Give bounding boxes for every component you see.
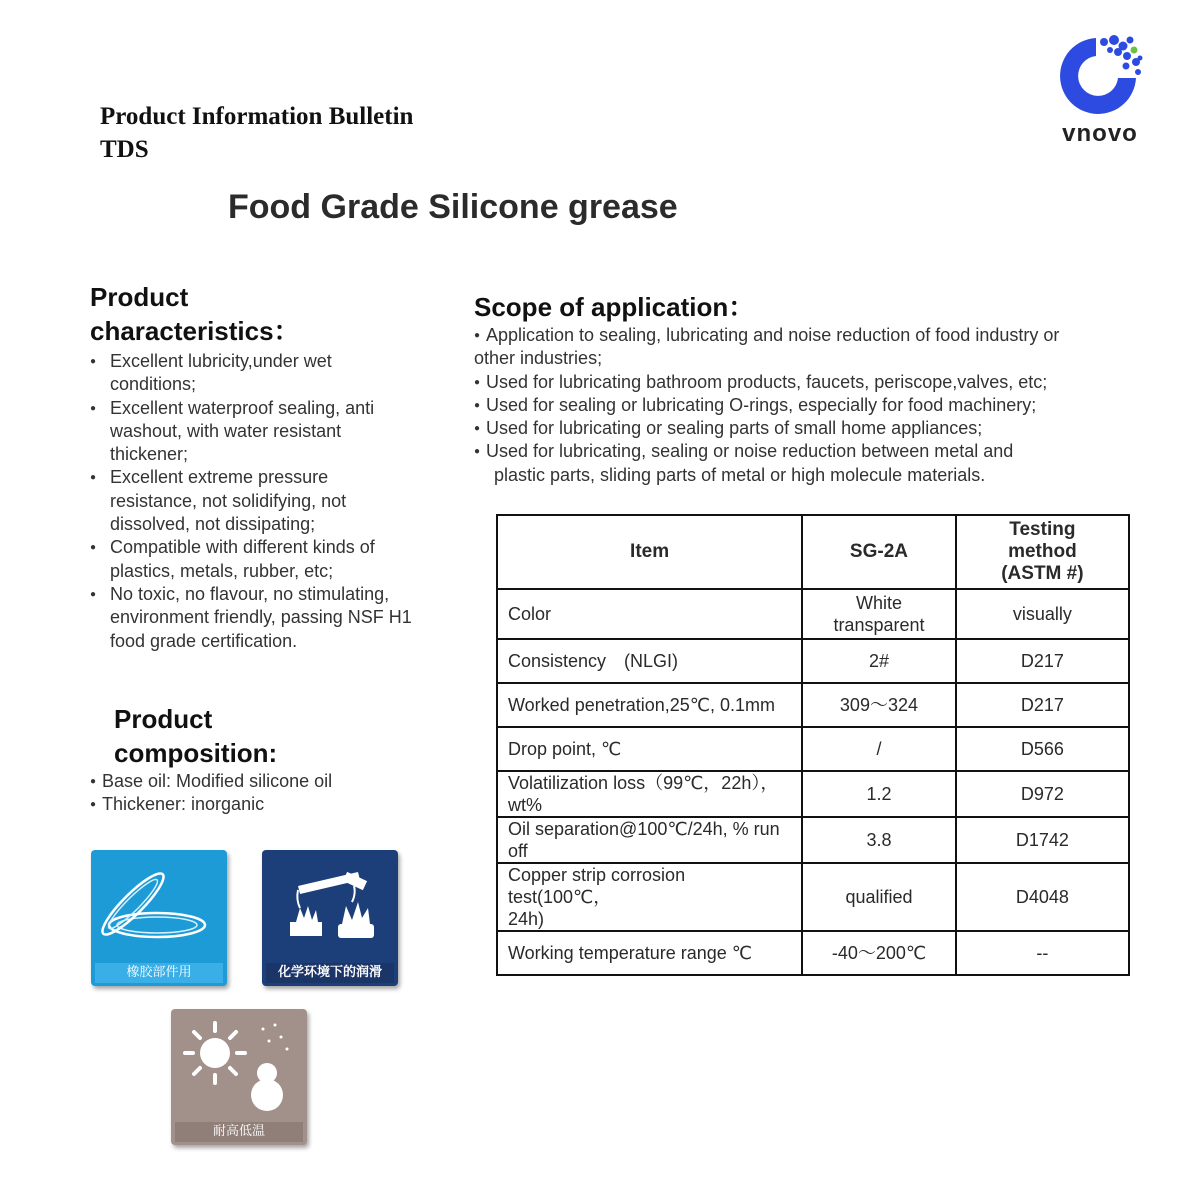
cell-method: -- <box>956 931 1129 975</box>
cell-method: D217 <box>956 639 1129 683</box>
table-header-row <box>497 515 1129 589</box>
cell-method: D1742 <box>956 817 1129 863</box>
list-item-continuation: plastic parts, sliding parts of metal or high molecule materials. <box>494 464 986 485</box>
list-item: ● Used for sealing or lubricating O-rings, especially for food machinery; <box>474 394 1144 417</box>
bulletin-heading <box>100 100 413 166</box>
list-item: ● Base oil: Modified silicone oil <box>90 770 420 793</box>
cell-item: Copper strip corrosion test(100℃， 24h) <box>497 863 802 931</box>
tile-caption: 化学环境下的润滑 <box>266 963 394 983</box>
table-row <box>497 683 1129 727</box>
cell-method: visually <box>956 589 1129 639</box>
table-row <box>497 931 1129 975</box>
composition-section <box>90 702 420 817</box>
scope-list <box>474 324 1144 487</box>
list-item: ● Excellent waterproof sealing, anti washout, with water resistant thickener; <box>90 397 420 467</box>
list-item-continuation: other industries; <box>474 348 603 369</box>
list-item: ● Excellent extreme pressure resistance, not solidifying, not dissolved, not dissipating; <box>90 466 420 536</box>
temperature-tile <box>171 1009 307 1145</box>
cell-method: D972 <box>956 771 1129 817</box>
cell-method: D566 <box>956 727 1129 771</box>
list-item: ● Compatible with different kinds of plastics, metals, rubber, etc; <box>90 536 420 583</box>
cell-value: -40～200℃ <box>802 931 956 975</box>
vnovo-logo-icon <box>1052 32 1148 120</box>
column-header-product: SG-2A <box>802 515 956 589</box>
list-item: ● No toxic, no flavour, no stimulating, environment friendly, passing NSF H1 food grade certification. <box>90 583 420 653</box>
list-item: ● Thickener: inorganic <box>90 793 420 816</box>
spec-table <box>496 514 1130 976</box>
scope-heading: Scope of application： <box>474 292 755 322</box>
cell-item: Drop point, ℃ <box>497 727 802 771</box>
cell-method: D4048 <box>956 863 1129 931</box>
table-row <box>497 727 1129 771</box>
column-header-method: Testing method (ASTM #) <box>956 515 1129 589</box>
table-row <box>497 863 1129 931</box>
brand-logo <box>1052 32 1148 148</box>
bulletin-line-1: Product Information Bulletin <box>100 103 414 130</box>
cell-item: Consistency (NLGI) <box>497 639 802 683</box>
cell-value: 2# <box>802 639 956 683</box>
chemical-environment-tile <box>262 850 398 986</box>
cell-item: Color <box>497 589 802 639</box>
page-title: Food Grade Silicone grease <box>228 188 678 226</box>
list-item: ● Used for lubricating or sealing parts of small home appliances; <box>474 417 1144 440</box>
characteristics-section <box>90 280 420 653</box>
tile-caption: 耐高低温 <box>175 1122 303 1142</box>
cell-value: 1.2 <box>802 771 956 817</box>
cell-value: White transparent <box>802 589 956 639</box>
cell-value: 3.8 <box>802 817 956 863</box>
cell-item: Worked penetration,25℃, 0.1mm <box>497 683 802 727</box>
column-header-item: Item <box>497 515 802 589</box>
list-item: ● Application to sealing, lubricating and noise reduction of food industry or <box>474 324 1144 347</box>
characteristics-heading: Product characteristics： <box>90 282 300 346</box>
table-row <box>497 639 1129 683</box>
list-item: ● Used for lubricating, sealing or noise reduction between metal and <box>474 440 1144 463</box>
list-item: ● Used for lubricating bathroom products, faucets, periscope,valves, etc; <box>474 371 1144 394</box>
table-row <box>497 771 1129 817</box>
cell-value: qualified <box>802 863 956 931</box>
cell-item: Working temperature range ℃ <box>497 931 802 975</box>
rubber-parts-tile <box>91 850 227 986</box>
composition-heading: Product composition: <box>114 704 278 768</box>
cell-item: Volatilization loss（99℃，22h）， wt% <box>497 771 802 817</box>
brand-name: vnovo <box>1062 120 1138 147</box>
composition-list <box>90 770 420 817</box>
cell-value: / <box>802 727 956 771</box>
table-row <box>497 589 1129 639</box>
cell-item: Oil separation@100℃/24h, % run off <box>497 817 802 863</box>
tile-caption: 橡胶部件用 <box>95 963 223 983</box>
bulletin-line-2: TDS <box>100 136 149 163</box>
cell-method: D217 <box>956 683 1129 727</box>
list-item: ● Excellent lubricity,under wet conditions; <box>90 350 420 397</box>
table-row <box>497 817 1129 863</box>
characteristics-list <box>90 350 420 653</box>
cell-value: 309～324 <box>802 683 956 727</box>
scope-section <box>474 290 1144 487</box>
